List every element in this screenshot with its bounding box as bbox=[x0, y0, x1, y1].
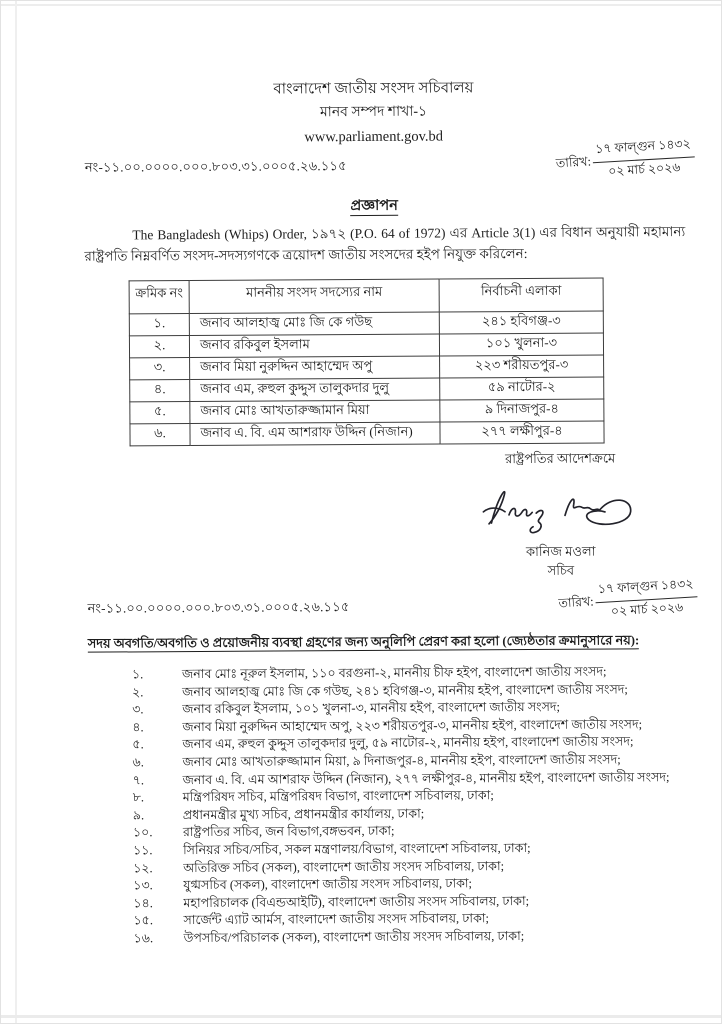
date-bangla-bottom: ১৭ ফাল্গুন ১৪৩২ bbox=[595, 575, 698, 603]
cell-member-name: জনাব এ. বি. এম আশরাফ উদ্দিন (নিজান) bbox=[190, 422, 440, 446]
date-gregorian-bottom: ০২ মার্চ ২০২৬ bbox=[610, 600, 684, 619]
distribution-item-number: ১২. bbox=[133, 860, 153, 875]
date-block-top bbox=[555, 135, 696, 186]
header-serial: ক্রমিক নং bbox=[129, 281, 189, 314]
cell-constituency: ২৪১ হবিগঞ্জ-৩ bbox=[439, 311, 603, 334]
cell-constituency: ৯ দিনাজপুর-৪ bbox=[440, 399, 604, 422]
date-block-bottom bbox=[558, 575, 699, 626]
cell-constituency: ১০১ খুলনা-৩ bbox=[439, 333, 603, 356]
distribution-item-text: জনাব এম, রুহুল কুদ্দুস তালুকদার দুলু, ৫৯ নাটোর-২, মাননীয় হইপ, বাংলাদেশ জাতীয় সংসদ; bbox=[182, 734, 634, 752]
header-constituency: নির্বাচনী এলাকা bbox=[439, 278, 603, 312]
table-body bbox=[129, 311, 604, 446]
cell-constituency: ৫৯ নাটোর-২ bbox=[440, 377, 604, 400]
distribution-item-text: জনাব মোঃ আখতারুজ্জামান মিয়া, ৯ দিনাজপুর-৪, মাননীয় হইপ, বাংলাদেশ জাতীয় সংসদ; bbox=[182, 752, 621, 770]
distribution-item-number: ৫. bbox=[132, 737, 144, 752]
distribution-item-text: জনাব মিয়া নুরুদ্দিন আহাম্মেদ অপু, ২২৩ শরীয়তপুর-৩, মাননীয় হইপ, বাংলাদেশ জাতীয় সংসদ; bbox=[182, 717, 643, 734]
signatory-designation: সচিব bbox=[547, 562, 575, 578]
distribution-item-text: মহাপরিচালক (বিএন্ডআইটি), বাংলাদেশ জাতীয় সংসদ সচিবালয়, ঢাকা; bbox=[183, 893, 530, 910]
memo-number-top: নং-১১.০০.০০০০.০০০.৮০৩.৩১.০০০৫.২৬.১১৫ bbox=[84, 158, 347, 175]
cell-serial: ১. bbox=[129, 314, 189, 336]
distribution-item-number: ৪. bbox=[132, 720, 144, 735]
cell-serial: ৩. bbox=[130, 358, 190, 380]
distribution-item-text: রাষ্ট্রপতির সচিব, জন বিভাগ,বঙ্গভবন, ঢাকা; bbox=[182, 824, 395, 840]
cell-member-name: জনাব আলহাজ্ব মোঃ জি কে গউছ bbox=[189, 312, 439, 336]
signature-image bbox=[465, 477, 655, 534]
distribution-item-text: জনাব এ. বি. এম আশরাফ উদ্দিন (নিজান), ২৭৭ লক্ষীপুর-৪, মাননীয় হইপ, বাংলাদেশ জাতীয় সংসদ; bbox=[182, 769, 670, 787]
date-label-bottom: তারিখ: bbox=[558, 593, 595, 610]
cell-member-name: জনাব মিয়া নুরুদ্দিন আহাম্মেদ অপু bbox=[190, 356, 440, 380]
distribution-item-number: ১৩. bbox=[133, 878, 153, 893]
cell-serial: ৪. bbox=[130, 380, 190, 402]
notification-title: প্রজ্ঞাপন bbox=[350, 197, 398, 215]
distribution-item-number: ৮. bbox=[132, 790, 145, 805]
cell-serial: ৫. bbox=[130, 402, 190, 424]
distribution-item-text: সার্জেন্ট এ্যাট আর্মস, বাংলাদেশ জাতীয় সংসদ সচিবালয়, ঢাকা; bbox=[183, 911, 490, 928]
memo-number-bottom: নং-১১.০০.০০০০.০০০.৮০৩.৩১.০০০৫.২৬.১১৫ bbox=[87, 599, 350, 616]
distribution-item-text: সিনিয়র সচিব/সচিব, সকল মন্ত্রণালয়/বিভাগ, বাংলাদেশ সচিবালয়, ঢাকা; bbox=[183, 840, 531, 858]
header-member-name: মাননীয় সংসদ সদস্যের নাম bbox=[189, 279, 439, 314]
date-fraction-top bbox=[592, 135, 696, 184]
cell-constituency: ২৭৭ লক্ষীপুর-৪ bbox=[440, 421, 604, 444]
date-bangla-top: ১৭ ফাল্গুন ১৪৩২ bbox=[592, 135, 695, 163]
cell-member-name: জনাব এম, রুহুল কুদ্দুস তালুকদার দুলু bbox=[190, 378, 440, 402]
distribution-item-number: ৭. bbox=[132, 772, 145, 787]
cell-constituency: ২২৩ শরীয়তপুর-৩ bbox=[440, 355, 604, 378]
distribution-item-number: ১৪. bbox=[133, 896, 153, 911]
distribution-item-text: জনাব আলহাজ্ব মোঃ জি কে গউছ, ২৪১ হবিগঞ্জ-৩, মাননীয় হইপ, বাংলাদেশ জাতীয় সংসদ; bbox=[182, 681, 628, 699]
table-row bbox=[129, 311, 603, 336]
table-row bbox=[130, 399, 604, 424]
by-order-text: রাষ্ট্রপতির আদেশক্রমে bbox=[505, 450, 616, 467]
distribution-item-number: ১. bbox=[131, 667, 144, 682]
date-fraction-bottom bbox=[595, 575, 699, 624]
table-row bbox=[130, 377, 604, 402]
date-label-top: তারিখ: bbox=[555, 153, 592, 170]
distribution-item-number: ১০. bbox=[132, 825, 153, 840]
distribution-item-text: জনাব রকিবুল ইসলাম, ১০১ খুলনা-৩, মাননীয় হইপ, বাংলাদেশ জাতীয় সংসদ; bbox=[182, 699, 561, 717]
distribution-heading: সদয় অবগতি/অবগতি ও প্রয়োজনীয় ব্যবস্থা গ্রহণের জন্য অনুলিপি প্রেরণ করা হলো (জ্যেষ্ঠতার ক্রমানুসারে নয়): bbox=[87, 633, 640, 651]
cell-member-name: জনাব মোঃ আখতারুজ্জামান মিয়া bbox=[190, 400, 440, 424]
distribution-item-text: অতিরিক্ত সচিব (সকল), বাংলাদেশ জাতীয় সংসদ সচিবালয়, ঢাকা; bbox=[183, 858, 505, 875]
distribution-item-text: মন্ত্রিপরিষদ সচিব, মন্ত্রিপরিষদ বিভাগ, বাংলাদেশ সচিবালয়, ঢাকা; bbox=[182, 788, 494, 805]
table-row bbox=[130, 355, 604, 380]
distribution-item-number: ৬. bbox=[132, 755, 144, 770]
cell-serial: ৬. bbox=[130, 424, 190, 446]
date-gregorian-top: ০২ মার্চ ২০২৬ bbox=[608, 160, 682, 179]
cell-member-name: জনাব রকিবুল ইসলাম bbox=[189, 334, 439, 358]
whips-table bbox=[129, 278, 605, 447]
distribution-item-number: ১৫. bbox=[133, 913, 154, 928]
table-row bbox=[130, 421, 604, 446]
distribution-item-text: যুগ্মসচিব (সকল), বাংলাদেশ জাতীয় সংসদ সচিবালয়, ঢাকা; bbox=[183, 876, 473, 893]
body-paragraph: The Bangladesh (Whips) Order, ১৯৭২ (P.O. 64 of 1972) এর Article 3(1) এর বিধান অনুযায়ী মহামান্য রাষ্ট্রপতি নিম্নবর্ণিত সংসদ-সদস্যগণকে ত্রয়োদশ জাতীয় সংসদের হইপ নিযুক্ত করিলেন: bbox=[84, 224, 686, 264]
cell-serial: ২. bbox=[129, 336, 189, 358]
branch-name: মানব সম্পদ শাখা-১ bbox=[319, 104, 428, 121]
distribution-item-number: ২. bbox=[132, 684, 144, 700]
table-row bbox=[129, 333, 603, 358]
distribution-item-number: ১১. bbox=[133, 843, 153, 858]
distribution-item-number: ৩. bbox=[132, 702, 144, 717]
distribution-item-text: জনাব মোঃ নূরুল ইসলাম, ১১০ বরগুনা-২, মাননীয় চীফ হইপ, বাংলাদেশ জাতীয় সংসদ; bbox=[181, 664, 607, 682]
distribution-item-text: উপসচিব/পরিচালক (সকল), বাংলাদেশ জাতীয় সংসদ সচিবালয়, ঢাকা; bbox=[183, 928, 525, 946]
distribution-item-number: ৯. bbox=[132, 808, 145, 823]
website-text: www.parliament.gov.bd bbox=[304, 128, 444, 146]
distribution-item-number: ১৬. bbox=[133, 931, 154, 946]
table-header-row bbox=[129, 278, 603, 314]
distribution-item-text: প্রধানমন্ত্রীর মুখ্য সচিব, প্রধানমন্ত্রীর কার্যালয়, ঢাকা; bbox=[182, 806, 425, 822]
organization-name: বাংলাদেশ জাতীয় সংসদ সচিবালয় bbox=[273, 80, 474, 98]
signature-block bbox=[453, 449, 669, 581]
signatory-name: কানিজ মওলা bbox=[525, 543, 596, 559]
distribution-list bbox=[132, 663, 694, 948]
